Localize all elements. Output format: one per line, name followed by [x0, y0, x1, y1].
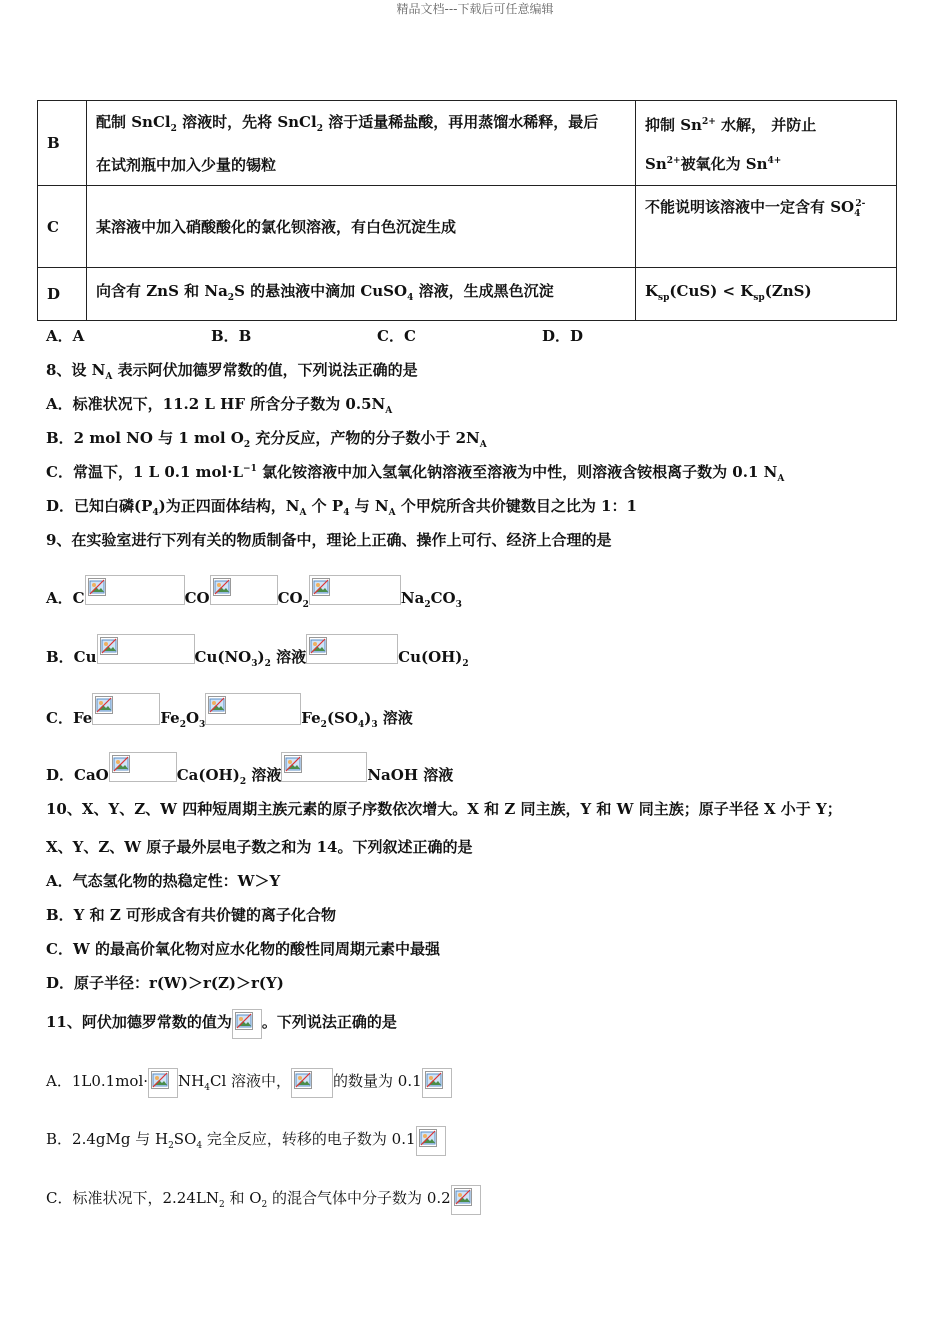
q9-option-b: B．Cu $Cu(NO_3)_2$ 溶液 $Cu(OH)_2$ — [46, 634, 469, 669]
q8-option-b: B．2 mol NO 与 1 mol $O_2$ 充分反应，产物的分子数小于 $2N_A$ — [46, 429, 487, 450]
reaction-arrow-image — [205, 693, 301, 725]
q11-stem: 11、阿伏加德罗常数的值为 。下列说法正确的是 — [46, 1009, 397, 1039]
q9-option-d: D．CaO $Ca(OH)_2$ 溶液 NaOH 溶液 — [46, 752, 453, 787]
q11-option-b: B．2.4gMg 与 $H_2SO_4$ 完全反应，转移的电子数为 0.1 — [46, 1126, 446, 1156]
table-row — [38, 268, 897, 321]
q10-option-b: B．Y 和 Z 可形成含有共价键的离子化合物 — [46, 906, 337, 924]
q8-option-c: C．常温下，1 L 0.1 $mol\cdot L^{-1}$ 氯化铵溶液中加入氢氧化钠溶液至溶液为中性，则溶液含铵根离子数为 0.1 $N_A$ — [46, 463, 785, 484]
q11-option-c: C．标准状况下，$2.24LN_2$ 和 $O_2$ 的混合气体中分子数为 0.2 — [46, 1185, 481, 1215]
formula-image — [422, 1068, 452, 1098]
q8-option-d: D．已知白磷$(P_4)$为正四面体结构，$N_A$ 个 $P_4$ 与 $N_A$ 个甲烷所含共价键数目之比为 1：1 — [46, 497, 637, 518]
explanation-cell: $K_{sp}(CuS) < K_{sp}(ZnS)$ — [636, 268, 897, 321]
reaction-arrow-image — [210, 575, 278, 605]
q8-stem: 8、设 $N_A$ 表示阿伏加德罗常数的值，下列说法正确的是 — [46, 361, 418, 382]
reaction-arrow-image — [281, 752, 367, 782]
q9-option-a: A．C CO $CO_2$ $Na_2CO_3$ — [46, 575, 462, 610]
operation-cell: 配制 SnCl$_2$ 溶液时，先将 SnCl$_2$ 溶于适量稀盐酸，再用蒸馏水稀释，最后 在试剂瓶中加入少量的锡粒 — [87, 101, 636, 186]
reaction-arrow-image — [109, 752, 177, 782]
q8-option-a: A．标准状况下，11.2 L HF 所含分子数为 $0.5N_A$ — [46, 395, 393, 416]
q10-option-a: A．气态氢化物的热稳定性：W＞Y — [46, 872, 281, 890]
row-letter: B — [38, 101, 87, 186]
operation-cell: 某溶液中加入硝酸酸化的氯化钡溶液，有白色沉淀生成 — [87, 186, 636, 268]
reaction-arrow-image — [306, 634, 398, 664]
table-row — [38, 101, 897, 186]
explanation-cell: 不能说明该溶液中一定含有 $SO_4^{2-}$ — [636, 186, 897, 268]
q7-choice-c: C．C — [377, 327, 416, 345]
reaction-arrow-image — [92, 693, 160, 725]
reaction-arrow-image — [85, 575, 185, 605]
q10-stem-line2: X、Y、Z、W 原子最外层电子数之和为 14。下列叙述正确的是 — [46, 838, 473, 856]
reaction-arrow-image — [97, 634, 195, 664]
formula-image — [148, 1068, 178, 1098]
page-header: 精品文档---下载后可任意编辑 — [396, 2, 554, 16]
q9-stem: 9、在实验室进行下列有关的物质制备中，理论上正确、操作上可行、经济上合理的是 — [46, 531, 612, 549]
row-letter: D — [38, 268, 87, 321]
operation-cell: 向含有 ZnS 和 $Na_2S$ 的悬浊液中滴加 CuSO$_4$ 溶液，生成黑色沉淀 — [87, 268, 636, 321]
reaction-arrow-image — [309, 575, 401, 605]
formula-image — [291, 1068, 333, 1098]
explanation-cell: 抑制 $Sn^{2+}$ 水解， 并防止 $Sn^{2+}$被氧化为 $Sn^{4+}$ — [636, 101, 897, 186]
formula-image — [232, 1009, 262, 1039]
table-row — [38, 186, 897, 268]
q7-choice-d: D．D — [542, 327, 584, 345]
q9-option-c: C．Fe $Fe_2O_3$ $Fe_2(SO_4)_3$ 溶液 — [46, 693, 413, 730]
row-letter: C — [38, 186, 87, 268]
q11-option-a: A．1L0.1mol· $NH_4Cl$ 溶液中， 的数量为 0.1 — [46, 1068, 452, 1098]
q10-stem-line1: 10、X、Y、Z、W 四种短周期主族元素的原子序数依次增大。X 和 Z 同主族，Y 和 W 同主族；原子半径 X 小于 Y； — [46, 800, 842, 818]
q7-choice-b: B．B — [211, 327, 252, 345]
q7-choice-a: A．A — [46, 327, 85, 345]
q10-option-c: C．W 的最高价氧化物对应水化物的酸性同周期元素中最强 — [46, 940, 441, 958]
options-table — [37, 100, 897, 321]
formula-image — [416, 1126, 446, 1156]
q10-option-d: D．原子半径：r(W)＞r(Z)＞r(Y) — [46, 974, 284, 992]
formula-image — [451, 1185, 481, 1215]
